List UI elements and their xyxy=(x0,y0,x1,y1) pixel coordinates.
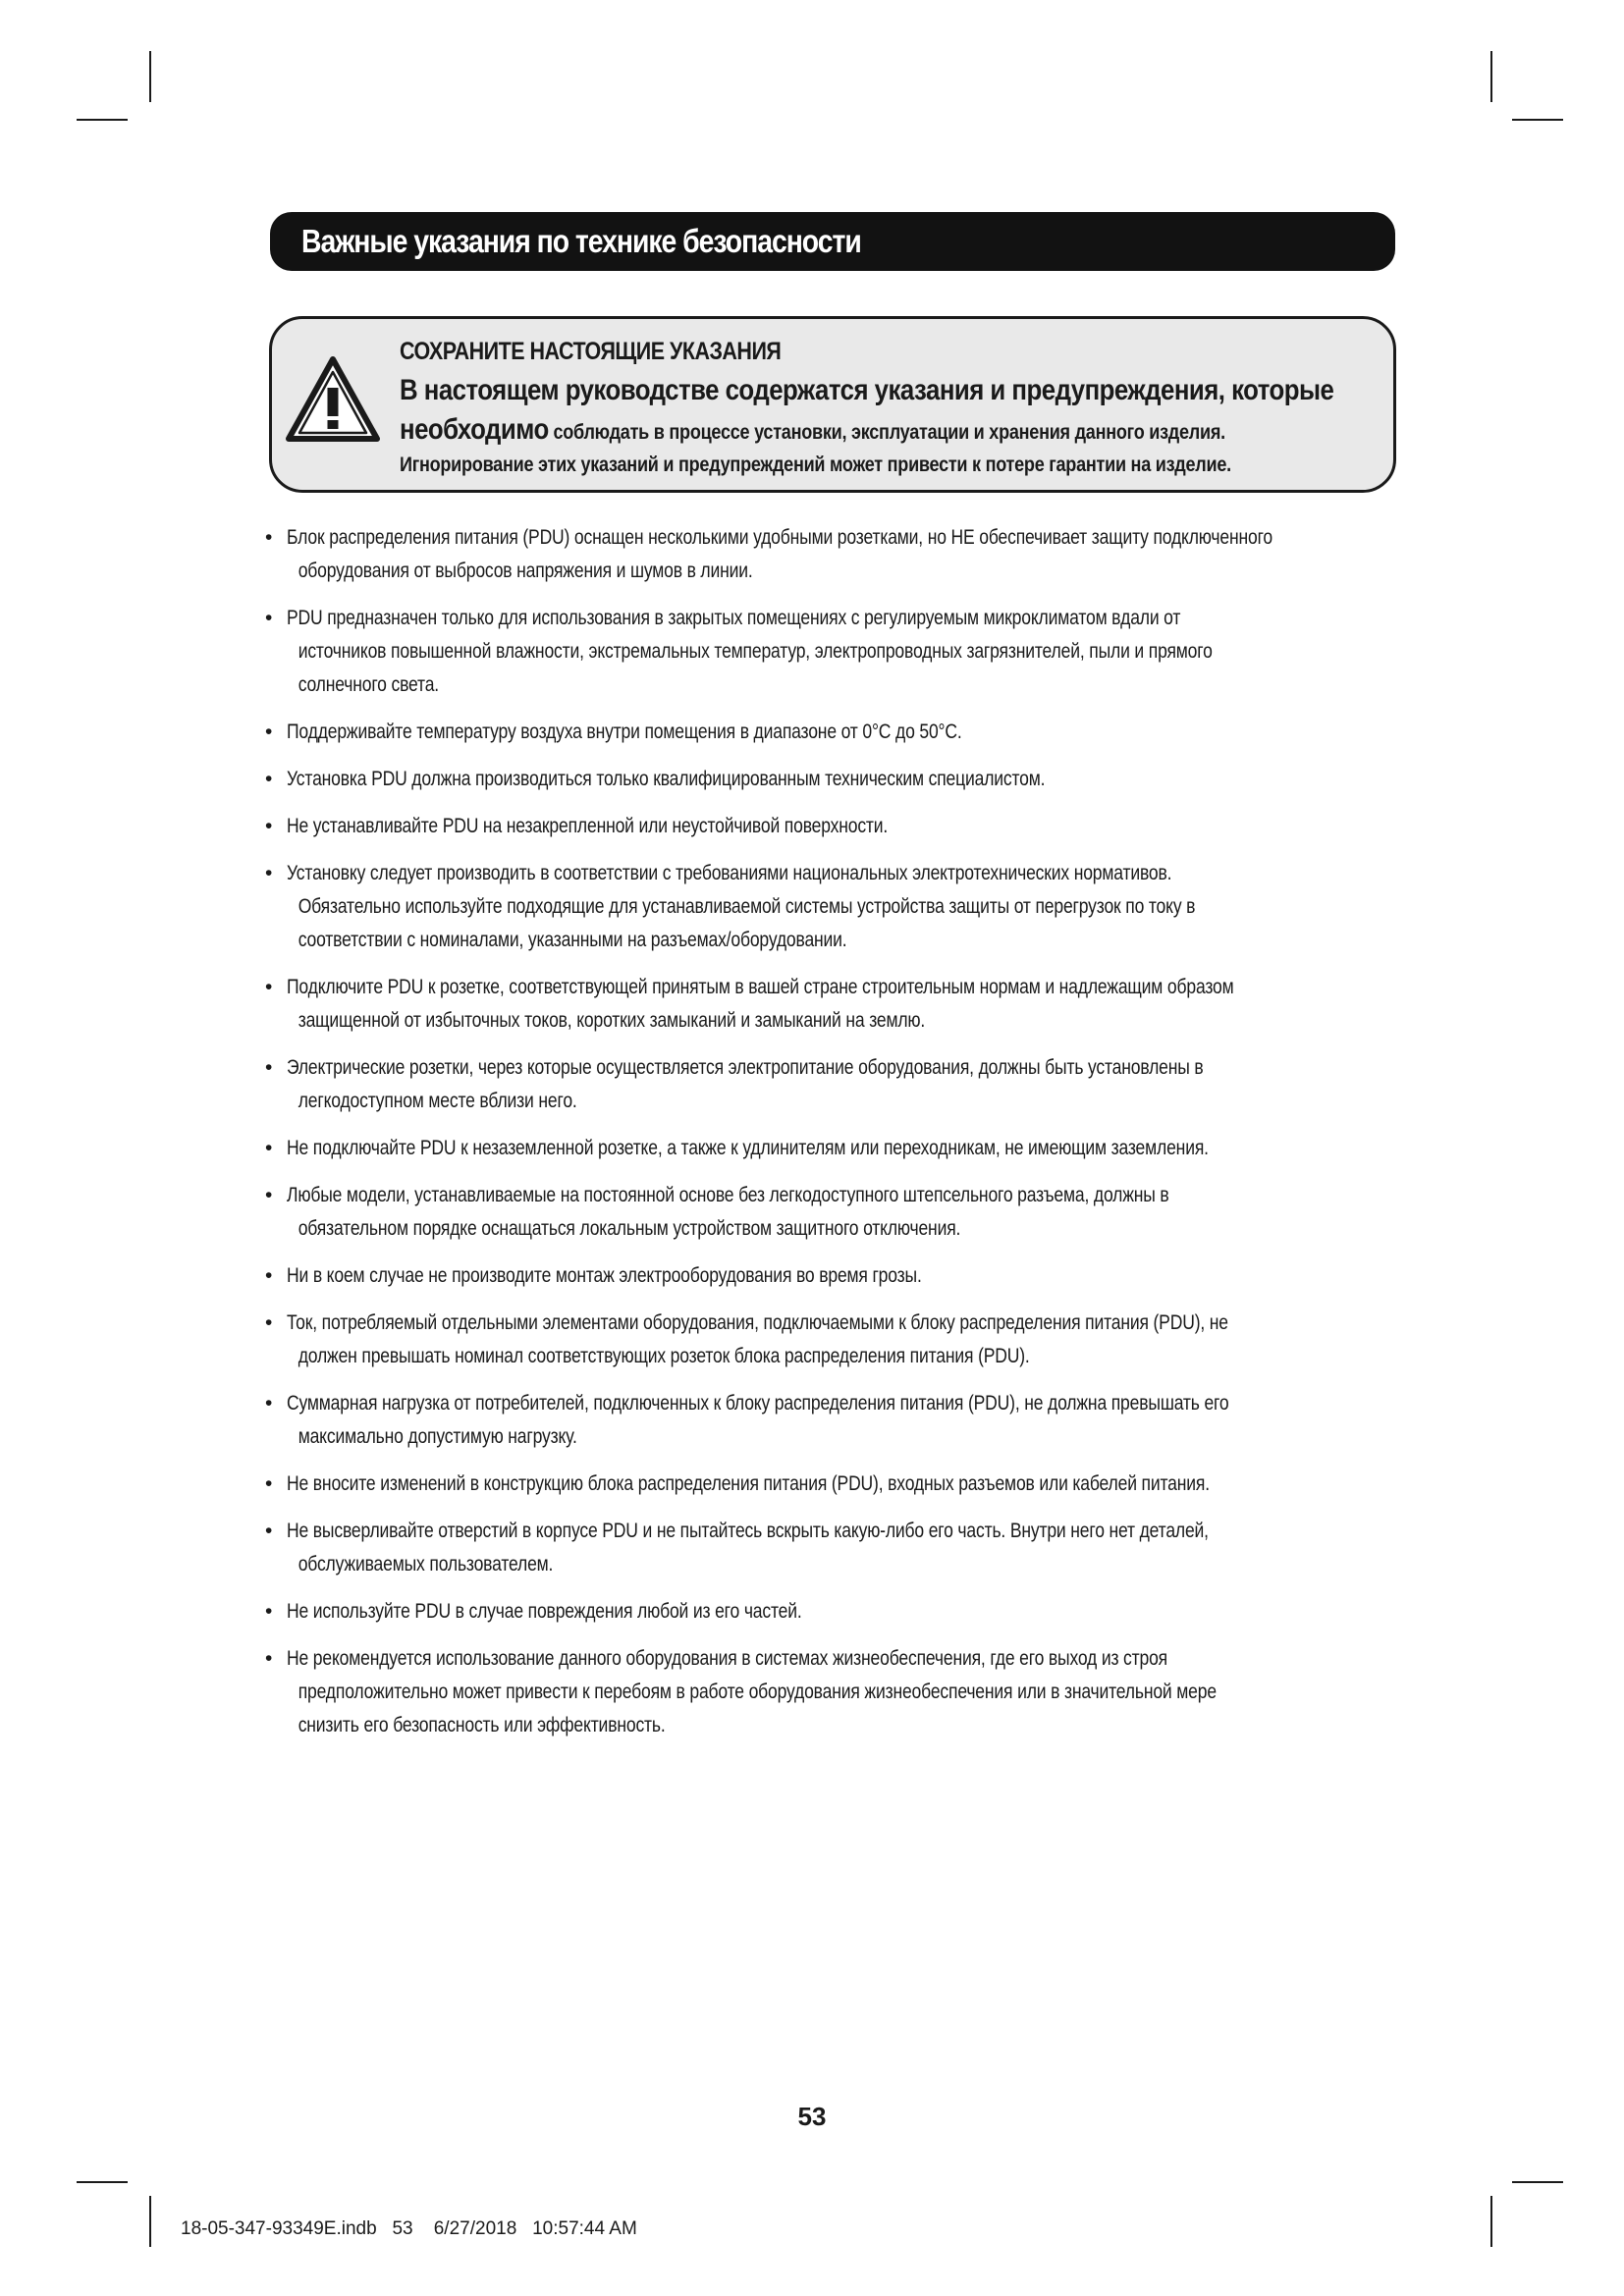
instruction-text xyxy=(287,1595,1369,1629)
safety-instruction-item xyxy=(265,1259,1394,1293)
instruction-text xyxy=(287,1387,1369,1454)
bullet-dot: • xyxy=(265,1520,273,1542)
instruction-line: Установка PDU должна производиться только квалифицированным техническим специалистом. xyxy=(287,768,1046,790)
bullet-dot: • xyxy=(265,1647,273,1670)
bullet-dot: • xyxy=(265,721,273,743)
safety-instructions-list xyxy=(265,521,1394,1756)
warning-line-2 xyxy=(400,411,1244,449)
instruction-line: солнечного света. xyxy=(298,673,439,696)
warning-line-2-emphasis: необходимо xyxy=(400,413,549,446)
safety-instruction-item xyxy=(265,1132,1394,1165)
instruction-text xyxy=(287,857,1369,957)
safety-instruction-item xyxy=(265,1595,1394,1629)
instruction-line: Установку следует производить в соответствии с требованиями национальных электротехнических нормативов. xyxy=(287,862,1172,884)
bullet-dot: • xyxy=(265,1600,273,1623)
bullet-dot: • xyxy=(265,1311,273,1334)
instruction-line: Электрические розетки, через которые осуществляется электропитание оборудования, должны быть установлены в xyxy=(287,1056,1204,1079)
instruction-line: соответствии с номиналами, указанными на разъемах/оборудовании. xyxy=(298,929,847,951)
warning-triangle-icon xyxy=(284,354,382,445)
instruction-line: предположительно может привести к перебоям в работе оборудования жизнеобеспечения или в значительной мере xyxy=(298,1681,1217,1703)
bullet-dot: • xyxy=(265,862,273,884)
instruction-line: источников повышенной влажности, экстремальных температур, электропроводных загрязнителей, пыли и прямого xyxy=(298,640,1213,663)
crop-mark-top-left-horizontal xyxy=(77,119,128,121)
instruction-line: снизить его безопасность или эффективность. xyxy=(298,1714,666,1736)
instruction-line: легкодоступном месте вблизи него. xyxy=(298,1090,577,1112)
instruction-text xyxy=(287,602,1369,702)
bullet-dot: • xyxy=(265,1184,273,1206)
crop-mark-bottom-left-vertical xyxy=(149,2196,151,2247)
bullet-dot: • xyxy=(265,815,273,837)
safety-instruction-item xyxy=(265,1387,1394,1454)
warning-heading: СОХРАНИТЕ НАСТОЯЩИЕ УКАЗАНИЯ xyxy=(400,338,782,365)
safety-instruction-item xyxy=(265,1468,1394,1501)
safety-instruction-item xyxy=(265,810,1394,843)
bullet-dot: • xyxy=(265,768,273,790)
crop-mark-bottom-right-vertical xyxy=(1490,2196,1492,2247)
bullet-dot: • xyxy=(265,1264,273,1287)
instruction-line: защищенной от избыточных токов, коротких замыканий и замыканий на землю. xyxy=(298,1009,926,1032)
safety-instruction-item xyxy=(265,1642,1394,1742)
warning-line-1: В настоящем руководстве содержатся указания и предупреждения, которые xyxy=(400,374,1334,406)
instruction-text xyxy=(287,1642,1369,1742)
safety-instruction-item xyxy=(265,857,1394,957)
instruction-text xyxy=(287,1307,1369,1373)
instruction-line: Не рекомендуется использование данного оборудования в системах жизнеобеспечения, где его выход из строя xyxy=(287,1647,1167,1670)
safety-instruction-item xyxy=(265,602,1394,702)
bullet-dot: • xyxy=(265,607,273,629)
instruction-line: Любые модели, устанавливаемые на постоянной основе без легкодоступного штепсельного разъема, должны в xyxy=(287,1184,1169,1206)
instruction-line: Суммарная нагрузка от потребителей, подключенных к блоку распределения питания (PDU), не должна превышать его xyxy=(287,1392,1229,1415)
instruction-text xyxy=(287,521,1369,588)
instruction-line: Поддерживайте температуру воздуха внутри помещения в диапазоне от 0°C до 50°C. xyxy=(287,721,962,743)
instruction-line: Не высверливайте отверстий в корпусе PDU и не пытайтесь вскрыть какую-либо его часть. Внутри него нет деталей, xyxy=(287,1520,1209,1542)
print-slug: 18-05-347-93349E.indb 53 6/27/2018 10:57:44 AM xyxy=(181,2218,637,2239)
instruction-line: Подключите PDU к розетке, соответствующей принятым в вашей стране строительным нормам и надлежащим образом xyxy=(287,976,1234,998)
crop-mark-bottom-left-horizontal xyxy=(77,2181,128,2183)
crop-mark-top-right-vertical xyxy=(1490,51,1492,102)
safety-instruction-item xyxy=(265,1515,1394,1581)
bullet-dot: • xyxy=(265,976,273,998)
safety-instruction-item xyxy=(265,1307,1394,1373)
safety-instruction-item xyxy=(265,521,1394,588)
warning-line-3: Игнорирование этих указаний и предупреждений может привести к потере гарантии на изделие. xyxy=(400,454,1231,476)
crop-mark-top-right-horizontal xyxy=(1512,119,1563,121)
instruction-text xyxy=(287,716,1369,749)
warning-text-block xyxy=(400,333,1381,482)
warning-line-2-rest: соблюдать в процессе установки, эксплуатации и хранения данного изделия. xyxy=(548,421,1225,444)
section-title: Важные указания по технике безопасности xyxy=(301,223,861,259)
instruction-line: Не используйте PDU в случае повреждения любой из его частей. xyxy=(287,1600,802,1623)
crop-mark-bottom-right-horizontal xyxy=(1512,2181,1563,2183)
crop-mark-top-left-vertical xyxy=(149,51,151,102)
instruction-line: Ни в коем случае не производите монтаж электрооборудования во время грозы. xyxy=(287,1264,922,1287)
warning-callout xyxy=(269,316,1396,493)
instruction-text xyxy=(287,1515,1369,1581)
instruction-text xyxy=(287,810,1369,843)
bullet-dot: • xyxy=(265,1392,273,1415)
instruction-text xyxy=(287,1132,1369,1165)
instruction-line: максимально допустимую нагрузку. xyxy=(298,1425,577,1448)
section-header-bar xyxy=(270,212,1395,271)
instruction-line: Блок распределения питания (PDU) оснащен несколькими удобными розетками, но НЕ обеспечивает защиту подключенного xyxy=(287,526,1273,549)
safety-instruction-item xyxy=(265,1051,1394,1118)
instruction-line: Не подключайте PDU к незаземленной розетке, а также к удлинителям или переходникам, не имеющим заземления. xyxy=(287,1137,1209,1159)
bullet-dot: • xyxy=(265,1137,273,1159)
instruction-line: обязательном порядке оснащаться локальным устройством защитного отключения. xyxy=(298,1217,961,1240)
instruction-line: PDU предназначен только для использования в закрытых помещениях с регулируемым микроклиматом вдали от xyxy=(287,607,1181,629)
safety-instruction-item xyxy=(265,716,1394,749)
instruction-line: обслуживаемых пользователем. xyxy=(298,1553,554,1575)
bullet-dot: • xyxy=(265,526,273,549)
instruction-text xyxy=(287,1468,1369,1501)
instruction-text xyxy=(287,1259,1369,1293)
instruction-text xyxy=(287,763,1369,796)
page-number: 53 xyxy=(797,2102,827,2131)
instruction-text xyxy=(287,1179,1369,1246)
bullet-dot: • xyxy=(265,1472,273,1495)
safety-instruction-item xyxy=(265,1179,1394,1246)
instruction-line: оборудования от выбросов напряжения и шумов в линии. xyxy=(298,560,753,582)
instruction-line: должен превышать номинал соответствующих розеток блока распределения питания (PDU). xyxy=(298,1345,1030,1367)
safety-instruction-item xyxy=(265,971,1394,1038)
instruction-line: Не вносите изменений в конструкцию блока распределения питания (PDU), входных разъемов или кабелей питания. xyxy=(287,1472,1210,1495)
instruction-line: Ток, потребляемый отдельными элементами оборудования, подключаемыми к блоку распределения питания (PDU), не xyxy=(287,1311,1228,1334)
bullet-dot: • xyxy=(265,1056,273,1079)
instruction-line: Обязательно используйте подходящие для устанавливаемой системы устройства защиты от перегрузок по току в xyxy=(298,895,1196,918)
instruction-text xyxy=(287,1051,1369,1118)
safety-instruction-item xyxy=(265,763,1394,796)
instruction-line: Не устанавливайте PDU на незакрепленной или неустойчивой поверхности. xyxy=(287,815,889,837)
instruction-text xyxy=(287,971,1369,1038)
